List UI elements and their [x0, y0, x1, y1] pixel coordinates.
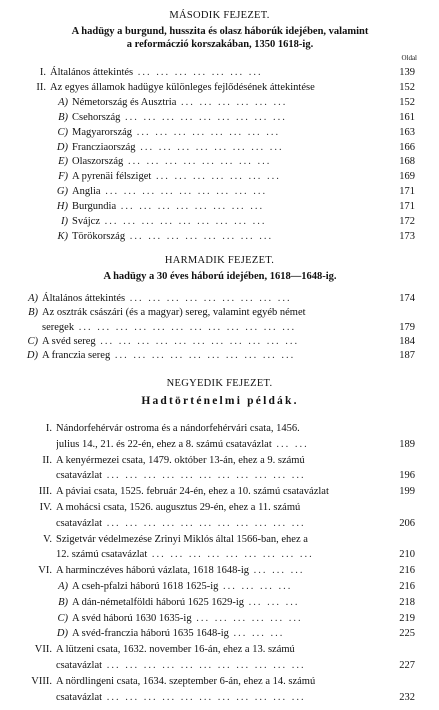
toc-leader-dots: ... ... ... ... ... ... ... ... ...: [147, 549, 314, 561]
toc-entry-title: Az osztrák császári (és a magyar) sereg, valamint egyéb német: [42, 307, 306, 319]
toc-page-number: 152: [399, 81, 415, 93]
toc-entry-text: [42, 335, 393, 349]
toc-entry-title: A lützeni csata, 1632. november 16-án, ehez a 13. számú: [56, 644, 295, 656]
toc-entry-title: A páviai csata, 1525. február 24-én, ehez a 10. számú csatavázlat: [56, 486, 329, 498]
toc-page-number: 139: [399, 67, 415, 78]
toc-entry-number: VI.: [38, 565, 52, 577]
toc-entry-title: Francziaország: [72, 141, 136, 153]
toc-entry-number: H): [56, 201, 68, 213]
toc-entry-title: A svéd sereg: [42, 335, 96, 347]
toc-leader-dots: ... ... ... ...: [218, 581, 293, 592]
toc-entry-number: I): [61, 216, 68, 227]
toc-entry-title: A dán-németalföldi háború 1625 1629-ig: [72, 596, 245, 608]
toc-entry: [0, 81, 439, 95]
toc-entry-title: csatavázlat: [56, 517, 103, 529]
chapter-subtitle-2b: a reformáczió korszakában, 1350 1618-ig.: [126, 39, 314, 50]
toc-leader-dots: ... ... ... ... ... ... ... ...: [135, 141, 284, 153]
toc-entry-text: [72, 170, 393, 184]
toc-entry-title: A pyrenäi félsziget: [72, 171, 152, 183]
toc-leader-dots: ... ... ... ... ... ... ... ...: [132, 126, 281, 138]
toc-entry-title: Németország és Ausztria: [72, 96, 177, 108]
toc-page-number: 161: [399, 111, 415, 123]
toc-page-number: 173: [399, 230, 415, 242]
toc-entry: [0, 564, 439, 578]
toc-leader-dots: ... ... ... ... ... ... ... ... ... ...: [110, 350, 296, 362]
toc-entry-number: F): [58, 171, 68, 183]
toc-leader-dots: ... ... ... ... ... ... ... ... ...: [100, 216, 267, 227]
chapter-subtitle-3: A hadügy a 30 éves háború idejében, 1618—1648-ig.: [103, 271, 337, 282]
toc-leader-dots: ... ... ...: [228, 628, 285, 640]
toc-leader-dots: ... ... ... ... ... ... ... ...: [116, 201, 265, 213]
toc-entry-text: [56, 548, 393, 562]
toc-entry-number: I.: [39, 67, 46, 78]
toc-entry-number: B): [58, 596, 68, 608]
toc-page-number: 210: [399, 549, 415, 561]
toc-page-number: 174: [399, 293, 415, 304]
toc-entry: [0, 501, 439, 515]
toc-page-number: 216: [399, 565, 415, 577]
toc-entry-number: II.: [36, 81, 46, 93]
toc-leader-dots: ... ... ... ... ... ... ... ... ... ... ...: [95, 335, 300, 347]
toc-entry-number: A): [28, 293, 38, 304]
toc-entry-title: seregek: [42, 321, 75, 333]
toc-page-number: 171: [399, 201, 415, 213]
toc-entry-text: [72, 230, 393, 244]
toc-page-number: 219: [399, 612, 415, 624]
toc-entry-number: C): [27, 335, 38, 347]
toc-entry-title: A cseh-pfalzi háború 1618 1625-ig: [72, 581, 219, 592]
toc-entry-text: [72, 612, 393, 626]
toc-page-number: 166: [399, 141, 415, 153]
toc-entry: [0, 321, 439, 335]
toc-leader-dots: ... ... ... ... ... ... ... ... ... ... ...: [102, 691, 306, 703]
toc-leader-dots: ... ... ... ... ... ... ... ... ... ... ...: [102, 470, 306, 482]
toc-entry-number: C): [57, 126, 68, 138]
toc-entry-text: [56, 564, 393, 578]
toc-entry-text: [56, 469, 393, 483]
toc-entry: [0, 230, 439, 244]
toc-page-number: 232: [399, 691, 415, 703]
toc-entry-title: A svéd-franczia háború 1635 1648-ig: [72, 628, 229, 640]
toc-entry: [0, 66, 439, 80]
toc-entry-number: V.: [43, 533, 52, 545]
toc-entry: [0, 517, 439, 531]
toc-entry-number: D): [56, 141, 68, 153]
toc-entry-text: [56, 454, 393, 468]
toc-page-number: 187: [399, 350, 415, 362]
toc-page-number: 163: [399, 126, 415, 138]
toc-entry-title: A nördlingeni csata, 1634. szeptember 6-án, ehez a 14. számú: [56, 675, 316, 687]
toc-entry: [0, 659, 439, 673]
toc-entry-number: D): [56, 628, 68, 640]
toc-entry-title: A svéd háború 1630 1635-ig: [72, 612, 192, 624]
toc-entry-title: Anglia: [72, 186, 101, 198]
toc-leader-dots: ... ... ... ... ... ... ...: [133, 67, 263, 78]
toc-page-number: 216: [399, 581, 415, 592]
toc-entry-title: Az egyes államok hadügye különleges fejlődésének áttekintése: [50, 81, 315, 93]
toc-leader-dots: ... ... ... ... ... ... ... ... ...: [120, 111, 287, 123]
toc-page-number: 225: [399, 628, 415, 640]
toc-entry: [0, 438, 439, 452]
toc-entry: [0, 580, 439, 594]
toc-entry-number: IV.: [39, 502, 52, 513]
toc-entry: [0, 548, 439, 562]
toc-page-number: 179: [399, 321, 415, 333]
toc-entry-text: [56, 533, 393, 547]
toc-entry-title: Olaszország: [72, 156, 124, 168]
toc-leader-dots: ... ...: [271, 438, 309, 450]
toc-entry: [0, 141, 439, 155]
toc-leader-dots: ... ... ... ... ... ... ... ... ...: [100, 186, 268, 198]
toc-entry-text: [56, 501, 393, 515]
toc-page-number: 168: [399, 156, 415, 168]
toc-entry-number: G): [56, 186, 68, 198]
toc-leader-dots: ... ... ... ... ... ... ...: [151, 171, 281, 183]
toc-entry-title: Magyarország: [72, 126, 133, 138]
toc-entry-text: [56, 517, 393, 531]
toc-entry: [0, 111, 439, 125]
toc-entry-title: A franczia sereg: [42, 350, 111, 362]
toc-entry-title: csatavázlat: [56, 470, 103, 482]
toc-entry: [0, 422, 439, 436]
toc-entry-title: csatavázlat: [56, 691, 103, 703]
toc-entry-title: Általános áttekintés: [42, 293, 126, 304]
toc-entry: [0, 96, 439, 110]
toc-entry-text: [72, 111, 393, 125]
toc-entry-text: [72, 200, 393, 214]
toc-entry: [0, 200, 439, 214]
toc-leader-dots: ... ... ... ... ... ... ... ... ... ... ...: [102, 517, 306, 529]
toc-entry-title: Burgundia: [72, 201, 117, 213]
toc-entry: [0, 306, 439, 320]
toc-entry-number: D): [26, 350, 38, 362]
toc-entry-text: [56, 643, 393, 657]
chapter-heading-3: HARMADIK FEJEZET.: [164, 255, 275, 266]
toc-entry-text: [56, 675, 393, 689]
toc-entry: [0, 533, 439, 547]
toc-entry-number: I.: [45, 423, 52, 434]
toc-leader-dots: ... ... ...: [244, 596, 300, 608]
toc-entry: [0, 292, 439, 306]
toc-entry-title: Svájcz: [72, 216, 100, 227]
toc-page-number: 172: [399, 216, 415, 227]
toc-leader-dots: ... ... ... ... ... ...: [176, 96, 288, 108]
toc-entry-title: A mohácsi csata, 1526. augusztus 29-én, ehez a 11. számú: [56, 502, 301, 513]
toc-entry-text: [72, 155, 393, 169]
toc-leader-dots: ... ... ... ... ... ... ... ... ... ... ...: [102, 660, 306, 671]
toc-entry: [0, 454, 439, 468]
toc-entry: [0, 335, 439, 349]
toc-entry-text: [56, 659, 393, 673]
toc-entry-title: Általános áttekintés: [50, 67, 134, 78]
toc-entry-title: A kenyérmezei csata, 1479. október 13-án, ehez a 9. számú: [56, 454, 305, 466]
toc-leader-dots: ... ... ... ... ... ... ... ...: [125, 230, 274, 242]
toc-entry-title: Csehország: [72, 111, 121, 123]
chapter-subtitle-4: Hadtörténelmi példák.: [141, 395, 299, 407]
toc-entry-number: E): [58, 156, 68, 168]
toc-entry-title: csatavázlat: [56, 660, 103, 671]
toc-entry: [0, 349, 439, 363]
toc-entry: [0, 185, 439, 199]
toc-entry-text: [50, 66, 393, 80]
toc-entry: [0, 485, 439, 499]
toc-entry-text: [42, 321, 393, 335]
toc-entry-text: [72, 596, 393, 610]
toc-entry-title: Törökország: [72, 230, 126, 242]
toc-entry-title: 12. számú csatavázlat: [56, 549, 148, 561]
toc-entry-number: A): [58, 96, 68, 108]
toc-page-number: 184: [399, 335, 415, 347]
toc-entry-text: [56, 691, 393, 705]
toc-entry: [0, 612, 439, 626]
toc-entry-text: [42, 349, 393, 363]
toc-leader-dots: ... ... ... ... ... ... ... ...: [123, 156, 272, 168]
toc-entry-number: B): [58, 111, 68, 123]
toc-entry-text: [72, 185, 393, 199]
toc-entry: [0, 596, 439, 610]
toc-entry-text: [56, 485, 393, 499]
toc-leader-dots: ... ... ... ... ... ... ... ... ... ... ... ...: [74, 321, 297, 333]
toc-entry-title: Szigetvár védelmezése Zrinyi Miklós által 1566-ban, ehez a: [56, 533, 308, 545]
chapter-heading-4: NEGYEDIK FEJEZET.: [166, 378, 273, 389]
toc-entry: [0, 155, 439, 169]
toc-entry-text: [56, 422, 393, 436]
toc-leader-dots: ... ... ...: [249, 565, 305, 577]
toc-entry-number: A): [58, 581, 68, 592]
toc-entry-number: B): [28, 307, 38, 319]
toc-page-number: 171: [399, 186, 415, 198]
toc-entry-number: K): [57, 230, 68, 242]
toc-entry-number: VII.: [34, 644, 52, 656]
toc-entry: [0, 691, 439, 705]
toc-entry-number: II.: [42, 454, 52, 466]
toc-entry-number: VIII.: [31, 675, 52, 687]
toc-entry-text: [72, 96, 393, 110]
toc-leader-dots: ... ... ... ... ... ... ... ... ...: [125, 293, 292, 304]
toc-entry-text: [72, 126, 393, 140]
toc-page-number: 206: [399, 517, 415, 529]
toc-entry: [0, 170, 439, 184]
toc-entry-text: [72, 627, 393, 641]
toc-entry-text: [72, 215, 393, 229]
chapter-heading-2: MÁSODIK FEJEZET.: [169, 10, 270, 21]
toc-entry-text: [56, 438, 393, 452]
toc-page-number: 227: [399, 660, 415, 671]
toc-entry-number: III.: [38, 486, 52, 498]
toc-page-number: 189: [399, 438, 415, 450]
toc-entry-title: Nándorfehérvár ostroma és a nándorfehérvári csata, 1456.: [56, 423, 300, 434]
toc-page-number: 196: [399, 470, 415, 482]
toc-entry: [0, 215, 439, 229]
toc-entry-number: C): [57, 612, 68, 624]
page-column-label: Oldal: [401, 54, 417, 62]
toc-entry-text: [50, 81, 393, 95]
toc-entry: [0, 675, 439, 689]
toc-leader-dots: ... ... ... ... ... ...: [191, 612, 303, 624]
toc-page-number: 199: [399, 486, 415, 498]
toc-entry: [0, 469, 439, 483]
toc-entry-text: [42, 292, 393, 306]
toc-entry: [0, 126, 439, 140]
toc-entry-title: julius 14., 21. és 22-én, ehez a 8. számú csatavázlat: [56, 438, 272, 450]
toc-entry-text: [42, 306, 393, 320]
toc-entry-title: A harminczéves háború vázlata, 1618 1648-ig: [56, 565, 250, 577]
toc-page-number: 218: [399, 596, 415, 608]
toc-entry: [0, 627, 439, 641]
toc-entry: [0, 643, 439, 657]
toc-page-number: 169: [399, 171, 415, 183]
toc-entry-text: [72, 580, 393, 594]
toc-page-number: 152: [399, 96, 415, 108]
chapter-subtitle-2a: A hadügy a burgund, husszita és olasz háborúk idejében, valamint: [71, 26, 369, 37]
toc-entry-text: [72, 141, 393, 155]
